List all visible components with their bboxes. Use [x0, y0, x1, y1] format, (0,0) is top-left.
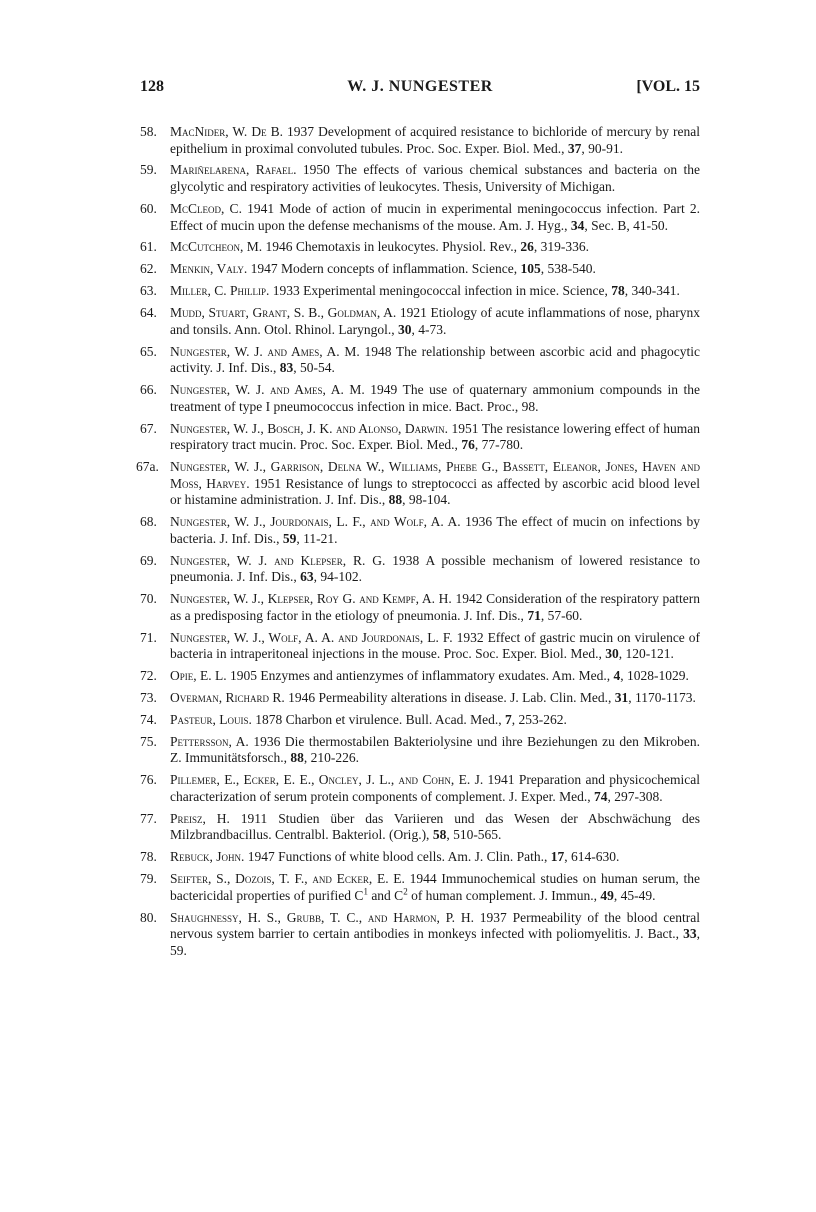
reference-pages: 57-60. [547, 607, 583, 623]
reference-number: 64. [140, 305, 157, 321]
reference-number: 73. [140, 689, 157, 705]
reference-year: 1948 [364, 343, 392, 359]
reference-item: 71. Nungester, W. J., Wolf, A. A. and Jourdonais, L. F. 1932 Effect of gastric mucin on virulence of bacteria in intraperitoneal injections in the mouse. Proc. Soc. Exper. Biol. Med., 30, 120-121. [140, 629, 701, 662]
reference-title: Modern concepts of inflammation. Science, [280, 261, 518, 277]
reference-year: 1905 [230, 668, 257, 684]
reference-pages: 98-104. [408, 492, 451, 508]
reference-authors: Nungester, W. J. and Ames, A. M. [170, 343, 360, 359]
reference-item: 79. Seifter, S., Dozois, T. F., and Ecker, E. E. 1944 Immunochemical studies on human serum, the bactericidal properties of purified $C^1$ and $C^2$ of human complement. J. Immun., 49, 45-49. [140, 871, 700, 903]
reference-authors: Mudd, Stuart, Grant, S. B., Goldman, A. [170, 305, 397, 321]
reference-title: Effect of gastric mucin on virulence of bacteria in intraperitoneal injections in the mouse. Proc. Soc. Exper. Biol. Med., [170, 629, 701, 662]
reference-title: Enzymes and antienzymes of inflammatory exudates. Am. Med., [260, 668, 611, 684]
reference-volume: 31 [614, 689, 629, 705]
reference-volume: 59 [282, 530, 297, 546]
reference-pages: 253-262. [518, 711, 567, 727]
reference-year: 1932 [456, 629, 484, 645]
reference-volume: 37 [567, 140, 582, 156]
reference-pages: 297-308. [614, 788, 663, 804]
reference-number: 74. [140, 711, 157, 727]
reference-item: 67. Nungester, W. J., Bosch, J. K. and Alonso, Darwin. 1951 The resistance lowering effect of human respiratory tract mucin. Proc. Soc. Exper. Biol. Med., 76, 77-780. [140, 420, 701, 453]
reference-year: 1947 [247, 849, 275, 865]
reference-number: 76. [140, 772, 157, 788]
reference-number: 62. [140, 261, 157, 277]
superscript: 2 [403, 886, 408, 897]
reference-number: 63. [140, 283, 157, 299]
reference-volume: 71 [527, 607, 541, 623]
reference-authors: Opie, E. L. [170, 668, 227, 684]
reference-pages: 210-226. [310, 750, 359, 766]
reference-title: and C [367, 887, 404, 903]
reference-title: The effects of various chemical substances and bacteria on the glycolytic and respiratory activities of leukocytes. Thesis, University of Michigan. [170, 162, 700, 195]
reference-volume: 33 [683, 926, 697, 942]
reference-authors: Nungester, W. J., Jourdonais, L. F., and Wolf, A. A. [170, 514, 461, 530]
page-number: 128 [140, 78, 164, 95]
reference-pages: 1170-1173. [634, 689, 696, 705]
reference-pages: 11-21. [303, 530, 338, 546]
reference-year: 1942 [455, 591, 483, 607]
reference-number: 78. [140, 849, 157, 865]
reference-authors: Pettersson, A. [170, 733, 249, 749]
reference-authors: Seifter, S., Dozois, T. F., and Ecker, E. E. [170, 871, 405, 887]
superscript: 1 [363, 886, 368, 897]
reference-title: The resistance lowering effect of human respiratory tract mucin. Proc. Soc. Exper. Biol. Med., [170, 420, 701, 453]
reference-year: 1933 [272, 283, 300, 299]
reference-title: Studien über das Variieren und das Wesen der Abschwächung des Milzbrandbacillus. Centralbl. Bakteriol. (Orig.), [170, 810, 700, 843]
reference-year: 1937 [287, 124, 315, 139]
reference-item: 78. Rebuck, John. 1947 Functions of white blood cells. Am. J. Clin. Path., 17, 614-630. [140, 849, 620, 865]
reference-volume: 78 [611, 283, 625, 299]
reference-pages: 510-565. [453, 827, 502, 843]
reference-volume: 58 [432, 827, 447, 843]
reference-item: 72. Opie, E. L. 1905 Enzymes and antienzymes of inflammatory exudates. Am. Med., 4, 1028-1029. [140, 668, 689, 684]
reference-item: 73. Overman, Richard R. 1946 Permeability alterations in disease. J. Lab. Clin. Med., 31, 1170-1173. [140, 689, 696, 705]
reference-pages: Sec. B, 41-50. [591, 217, 669, 233]
reference-title: Immunochemical studies on human serum, the bactericidal properties of purified C [170, 871, 700, 903]
reference-pages: 50-54. [299, 360, 335, 376]
reference-volume: 30 [398, 321, 412, 337]
reference-item: 62. Menkin, Valy. 1947 Modern concepts of inflammation. Science, 105, 538-540. [140, 261, 596, 277]
reference-item: 76. Pillemer, E., Ecker, E. E., Oncley, J. L., and Cohn, E. J. 1941 Preparation and physicochemical characterization of serum protein components of complement. J. Exper. Med., 74, 297-308. [140, 772, 701, 804]
reference-volume: 34 [570, 217, 585, 233]
reference-year: 1878 [255, 711, 283, 727]
reference-authors: MacNider, W. De B. [170, 124, 283, 139]
reference-authors: McCleod, C. [170, 200, 242, 216]
reference-pages: 120-121. [625, 646, 674, 662]
running-title: W. J. NUNGESTER [347, 78, 493, 95]
reference-item: 68. Nungester, W. J., Jourdonais, L. F., and Wolf, A. A. 1936 The effect of mucin on infections by bacteria. J. Inf. Dis., 59, 11-21. [140, 514, 701, 546]
reference-authors: Preisz, H. [170, 810, 230, 826]
reference-volume: 76 [461, 437, 475, 453]
reference-authors: Shaughnessy, H. S., Grubb, T. C., and Harmon, P. H. [170, 909, 474, 925]
reference-item: 69. Nungester, W. J. and Klepser, R. G. 1938 A possible mechanism of lowered resistance to pneumonia. J. Inf. Dis., 63, 94-102. [140, 552, 701, 585]
reference-authors: McCutcheon, M. [170, 239, 263, 255]
reference-year: 1951 [451, 420, 479, 436]
reference-title: Permeability alterations in disease. J. Lab. Clin. Med., [318, 689, 612, 705]
reference-authors: Nungester, W. J., Wolf, A. A. and Jourdonais, L. F. [170, 629, 453, 645]
reference-authors: Pillemer, E., Ecker, E. E., Oncley, J. L., and Cohn, E. J. [170, 772, 484, 788]
reference-year: 1946 [288, 689, 316, 705]
reference-item: 80. Shaughnessy, H. S., Grubb, T. C., and Harmon, P. H. 1937 Permeability of the blood central nervous system barrier to certain antibodies in monkeys infected with poliomyelitis. J. Bact., 33, 59. [140, 909, 701, 958]
reference-number: 65. [140, 343, 157, 359]
reference-year: 1946 [265, 239, 293, 255]
reference-pages: 77-780. [481, 437, 524, 453]
reference-title: of human complement. J. Immun., [407, 887, 598, 903]
reference-pages: 94-102. [320, 569, 362, 585]
reference-number: 59. [140, 162, 157, 178]
reference-pages: 4-73. [418, 321, 447, 337]
reference-year: 1911 [240, 810, 268, 826]
reference-number: 79. [140, 871, 157, 887]
reference-item: 63. Miller, C. Phillip. 1933 Experimental meningococcal infection in mice. Science, 78, 340-341. [140, 283, 680, 299]
reference-volume: 88 [290, 750, 304, 766]
reference-number: 75. [140, 733, 157, 749]
reference-item: 58. MacNider, W. De B. 1937 Development of acquired resistance to bichloride of mercury by renal epithelium in proximal convoluted tubules. Proc. Soc. Exper. Biol. Med., 37, 90-91. [140, 124, 701, 156]
reference-title: A possible mechanism of lowered resistance to pneumonia. J. Inf. Dis., [170, 552, 701, 585]
reference-year: 1921 [399, 305, 427, 321]
page-header [140, 78, 700, 104]
reference-volume: 105 [520, 261, 541, 277]
reference-pages: 45-49. [620, 887, 656, 903]
reference-title: Etiology of acute inflammations of nose, pharynx and tonsils. Ann. Otol. Rhinol. Laryngol., [170, 305, 701, 337]
reference-item: 77. Preisz, H. 1911 Studien über das Variieren und das Wesen der Abschwächung des Milzbrandbacillus. Centralbl. Bakteriol. (Orig.), 58, 510-565. [140, 810, 700, 843]
reference-volume: 74 [594, 788, 608, 804]
reference-title: Charbon et virulence. Bull. Acad. Med., [285, 711, 502, 727]
reference-year: 1949 [370, 382, 398, 398]
reference-item: 61. McCutcheon, M. 1946 Chemotaxis in leukocytes. Physiol. Rev., 26, 319-336. [140, 239, 589, 255]
reference-authors: Nungester, W. J., Garrison, Delna W., Williams, Phebe G., Bassett, Eleanor, Jones, Haven and Moss, Harvey. [170, 459, 700, 491]
reference-authors: Rebuck, John. [170, 849, 245, 865]
reference-volume: 63 [300, 569, 314, 585]
reference-item: 64. Mudd, Stuart, Grant, S. B., Goldman, A. 1921 Etiology of acute inflammations of nose, pharynx and tonsils. Ann. Otol. Rhinol. Laryngol., 30, 4-73. [140, 305, 701, 337]
reference-authors: Nungester, W. J. and Klepser, R. G. [170, 552, 386, 568]
reference-title: Experimental meningococcal infection in mice. Science, [303, 283, 608, 299]
reference-title: Preparation and physicochemical characterization of serum protein components of complement. J. Exper. Med., [170, 772, 701, 804]
reference-title: The relationship between ascorbic acid and phagocytic activity. J. Inf. Dis., [170, 343, 700, 376]
reference-authors: Nungester, W. J. and Ames, A. M. [170, 382, 365, 398]
reference-item: 65. Nungester, W. J. and Ames, A. M. 1948 The relationship between ascorbic acid and phagocytic activity. J. Inf. Dis., 83, 50-54. [140, 343, 700, 376]
reference-volume: 30 [605, 646, 619, 662]
reference-pages: 90-91. [588, 140, 623, 156]
reference-item: 74. Pasteur, Louis. 1878 Charbon et virulence. Bull. Acad. Med., 7, 253-262. [140, 711, 567, 727]
reference-number: 77. [140, 810, 157, 826]
reference-item: 67a. Nungester, W. J., Garrison, Delna W., Williams, Phebe G., Bassett, Eleanor, Jones, Haven and Moss, Harvey. 1951 Resistance of lungs to streptococci as affected by ascorbic acid blood level or histamine administration. J. Inf. Dis., 88, 98-104. [136, 459, 701, 508]
reference-number: 58. [140, 124, 157, 139]
reference-title: Functions of white blood cells. Am. J. Clin. Path., [278, 849, 548, 865]
reference-title: Chemotaxis in leukocytes. Physiol. Rev., [295, 239, 517, 255]
reference-item: 60. McCleod, C. 1941 Mode of action of mucin in experimental meningococcus infection. Part 2. Effect of mucin upon the defense mechanisms of the mouse. Am. J. Hyg., 34, Sec. B, 41-50. [140, 200, 701, 233]
reference-title: The effect of mucin on infections by bacteria. J. Inf. Dis., [170, 514, 701, 546]
reference-list [136, 124, 701, 965]
reference-pages: 538-540. [547, 261, 596, 277]
reference-number: 67a. [136, 459, 159, 475]
reference-year: 1936 [465, 514, 493, 530]
reference-title: Die thermostabilen Bakteriolysine und ihre Beziehungen zu den Mikroben. Z. Immunitätsforsch., [170, 733, 701, 766]
reference-item [140, 162, 700, 195]
reference-number: 70. [140, 591, 157, 607]
reference-volume: 17 [550, 849, 565, 865]
reference-authors: Pasteur, Louis. [170, 711, 252, 727]
reference-number: 80. [140, 909, 157, 925]
reference-number: 68. [140, 514, 157, 530]
volume-label: [VOL. 15 [636, 78, 700, 95]
reference-volume: 83 [279, 360, 294, 376]
reference-year: 1937 [479, 909, 507, 925]
reference-number: 67. [140, 420, 157, 436]
reference-authors: Mariñelarena, Rafael. [170, 162, 297, 178]
reference-item: 70. Nungester, W. J., Klepser, Roy G. and Kempf, A. H. 1942 Consideration of the respiratory pattern as a predisposing factor in the etiology of pneumonia. J. Inf. Dis., 71, 57-60. [140, 591, 701, 623]
reference-pages: 1028-1029. [627, 668, 689, 684]
reference-volume: 4 [613, 668, 621, 684]
reference-year: 1944 [409, 871, 437, 887]
reference-volume: 7 [504, 711, 512, 727]
reference-title: Development of acquired resistance to bichloride of mercury by renal epithelium in proximal convoluted tubules. Proc. Soc. Exper. Biol. Med., [170, 124, 701, 156]
reference-item [140, 382, 700, 415]
reference-volume: 49 [600, 887, 614, 903]
reference-title: The use of quaternary ammonium compounds in the treatment of type I pneumococcus infection in mice. Bact. Proc., 98. [170, 382, 701, 414]
reference-year: 1938 [392, 552, 420, 568]
reference-title: Mode of action of mucin in experimental meningococcus infection. Part 2. Effect of mucin upon the defense mechanisms of the mouse. Am. J. Hyg., [170, 200, 701, 233]
reference-authors: Menkin, Valy. [170, 261, 248, 277]
reference-volume: 88 [388, 492, 403, 508]
reference-year: 1936 [253, 733, 281, 749]
reference-number: 60. [140, 200, 157, 216]
reference-number: 69. [140, 552, 157, 568]
reference-authors: Nungester, W. J., Klepser, Roy G. and Kempf, A. H. [170, 591, 452, 607]
reference-year: 1951 [254, 475, 282, 491]
reference-title: Consideration of the respiratory pattern as a predisposing factor in the etiology of pneumonia. J. Inf. Dis., [170, 591, 701, 623]
reference-item: 75. Pettersson, A. 1936 Die thermostabilen Bakteriolysine und ihre Beziehungen zu den Mikroben. Z. Immunitätsforsch., 88, 210-226. [140, 733, 701, 766]
reference-authors: Nungester, W. J., Bosch, J. K. and Alonso, Darwin. [170, 420, 448, 436]
reference-year: 1941 [487, 772, 515, 788]
reference-pages: 340-341. [631, 283, 680, 299]
reference-authors: Overman, Richard R. [170, 689, 285, 705]
reference-title: Permeability of the blood central nervous system barrier to certain antibodies in monkeys infected with poliomyelitis. J. Bact., [170, 909, 701, 942]
reference-authors: Miller, C. Phillip. [170, 283, 270, 299]
reference-number: 72. [140, 668, 157, 684]
reference-year: 1950 [302, 162, 330, 178]
reference-pages: 319-336. [540, 239, 589, 255]
reference-pages: 614-630. [571, 849, 620, 865]
reference-volume: 26 [520, 239, 534, 255]
reference-year: 1941 [247, 200, 275, 216]
reference-title: Resistance of lungs to streptococci as affected by ascorbic acid blood level or histamine administration. J. Inf. Dis., [170, 475, 701, 508]
reference-number: 66. [140, 382, 157, 398]
reference-pages: 59. [170, 942, 187, 958]
reference-number: 71. [140, 629, 157, 645]
reference-year: 1947 [250, 261, 278, 277]
reference-number: 61. [140, 239, 157, 255]
